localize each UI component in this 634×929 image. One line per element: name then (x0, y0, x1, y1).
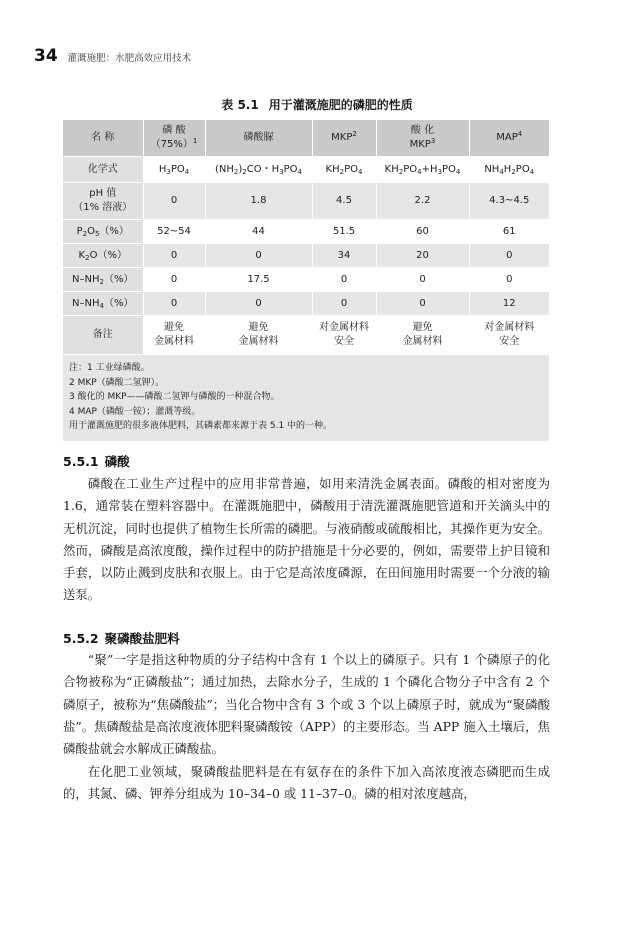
table-cell: 0 (143, 183, 205, 220)
phosphate-properties-table (63, 120, 549, 355)
table-cell: 0 (143, 268, 205, 292)
table-cell: 0 (376, 292, 469, 316)
header-phosphoric-acid (143, 120, 205, 157)
table-note: 注：1 工业绿磷酸。 (69, 363, 150, 373)
table-cell: 2.2 (376, 183, 469, 220)
table-cell: 12 (469, 292, 549, 316)
table-cell: 4.5 (312, 183, 376, 220)
footnote-ref-3: 3 (430, 137, 436, 145)
table-cell: 0 (469, 244, 549, 268)
table-cell: 0 (143, 244, 205, 268)
section-number: 5.5.2 (63, 631, 99, 646)
table-row-n-nh2 (63, 268, 549, 292)
table-row-k2o (63, 244, 549, 268)
table-row-p2o5 (63, 220, 549, 244)
table-header-row (63, 120, 549, 157)
header-urea-phosphate (205, 120, 312, 157)
header-acidified-mkp-label: MKP (409, 139, 431, 150)
row-label-n-nh4: $N-NH_4(\%)$ (63, 292, 143, 316)
body-paragraph: 在化肥工业领域，聚磷酸盐肥料是在有氨存在的条件下加入高浓度液态磷肥而生成的，其氮、磷、钾养分组成为 10–34–0 或 11–37–0。磷的相对浓度越高， (63, 764, 550, 802)
row-label-ph (63, 183, 143, 220)
footnote-ref-1: 1 (192, 137, 198, 145)
body-paragraph: “聚”一字是指这种物质的分子结构中含有 1 个以上的磷原子。只有 1 个磷原子的化合物被称为“正磷酸盐”；通过加热，去除水分子，生成的 1 个磷化合物分子中含有 2 个磷原子，被称为“焦磷酸盐”；当化合物中含有 3 个或 3 个以上磷原子时，就成为“聚磷酸盐”。焦磷酸盐是高浓度液体肥料聚磷酸铵（APP）的主要形态。当 APP 施入土壤后，焦磷酸盐就会水解成正磷酸盐。 (63, 652, 550, 757)
row-label-remarks: 备注 (63, 316, 143, 355)
section-number: 5.5.1 (63, 454, 99, 469)
header-mkp (312, 120, 376, 157)
section-heading-5-5-1 (63, 452, 130, 470)
footnote-ref-4: 4 (517, 130, 523, 138)
running-header (34, 46, 191, 66)
table-cell: 0 (469, 268, 549, 292)
table-cell: 0 (205, 244, 312, 268)
table-container (63, 120, 549, 441)
table-notes (63, 355, 549, 441)
row-label-ph-line2: （1% 溶液） (73, 202, 133, 213)
table-cell: 避免 金属材料 (143, 316, 205, 355)
table-cell: 0 (312, 268, 376, 292)
table-caption-title: 用于灌溉施肥的磷肥的性质 (268, 98, 413, 112)
formula-urea-phosphate: $(NH_2)_2CO$・$H_3PO_4$ (205, 157, 312, 183)
table-cell: 0 (143, 292, 205, 316)
header-map (469, 120, 549, 157)
table-cell: 51.5 (312, 220, 376, 244)
row-label-n-nh2: $N-NH_2(\%)$ (63, 268, 143, 292)
table-note: 4 MAP（磷酸一铵）；灌溉等级。 (69, 406, 201, 417)
header-map-label: MAP (496, 132, 518, 143)
section-title: 磷酸 (104, 454, 130, 469)
footnote-ref-2: 2 (352, 130, 357, 138)
table-caption (0, 96, 634, 113)
table-cell: 20 (376, 244, 469, 268)
table-cell: 避免 金属材料 (376, 316, 469, 355)
formula-mkp: $KH_2PO_4$ (312, 157, 376, 183)
body-paragraph: 磷酸在工业生产过程中的应用非常普遍，如用来清洗金属表面。磷酸的相对密度为 1.6，通常装在塑料容器中。在灌溉施肥中，磷酸用于清洗灌溉施肥管道和开关滴头中的无机沉淀，同时也提供了植物生长所需的磷肥。与液硝酸或硫酸相比，其操作更为安全。然而，磷酸是高浓度酸，操作过程中的防护措施是十分必要的，例如，需要带上护目镜和手套，以防止溅到皮肤和衣服上。由于它是高浓度磷源，在田间施用时需要一个分液的输送泵。 (63, 476, 550, 603)
header-name (63, 120, 143, 157)
section-heading-5-5-2 (63, 629, 180, 647)
header-urea-phosphate-label: 磷酸脲 (243, 132, 274, 143)
row-label-k2o: $K_2O(\%)$ (63, 244, 143, 268)
table-cell: 52~54 (143, 220, 205, 244)
table-note: 用于灌溉施肥的很多液体肥料，其磷素都来源于表 5.1 中的一种。 (69, 421, 333, 431)
running-title: 灌溉施肥：水肥高效应用技术 (67, 53, 192, 64)
header-acidified-mkp-line2 (379, 138, 467, 152)
table-cell: 60 (376, 220, 469, 244)
formula-phosphoric-acid: $H_3PO_4$ (143, 157, 205, 183)
header-phosphoric-acid-line1: 磷 酸 (162, 125, 186, 136)
table-cell: 避免 金属材料 (205, 316, 312, 355)
row-label-p2o5: $P_2O_5(\%)$ (63, 220, 143, 244)
table-row-remarks (63, 316, 549, 355)
table-cell: 44 (205, 220, 312, 244)
table-cell: 对金属材料 安全 (312, 316, 376, 355)
table-row-n-nh4 (63, 292, 549, 316)
table-cell: 0 (312, 292, 376, 316)
header-name-label: 名 称 (91, 132, 115, 143)
table-cell: 对金属材料 安全 (469, 316, 549, 355)
table-row-formula (63, 157, 549, 183)
table-note: 3 酸化的 MKP——磷酸二氢钾与磷酸的一种混合物。 (69, 392, 280, 402)
table-note: 2 MKP（磷酸二氢钾）。 (69, 377, 165, 388)
table-caption-number: 表 5.1 (221, 98, 259, 112)
header-acidified-mkp-line1: 酸 化 (410, 125, 435, 136)
header-mkp-label: MKP (331, 132, 353, 143)
row-label-ph-line1: pH 值 (89, 188, 117, 199)
page-number: 34 (34, 46, 58, 66)
formula-acidified-mkp: $KH_2PO_4+H_3PO_4$ (376, 157, 469, 183)
table-cell: 4.3~4.5 (469, 183, 549, 220)
section-title: 聚磷酸盐肥料 (104, 631, 180, 646)
table-cell: 0 (205, 292, 312, 316)
header-acidified-mkp (376, 120, 469, 157)
table-cell: 0 (376, 268, 469, 292)
row-label-formula: 化学式 (63, 157, 143, 183)
table-cell: 17.5 (205, 268, 312, 292)
table-cell: 1.8 (205, 183, 312, 220)
table-cell: 34 (312, 244, 376, 268)
header-phosphoric-acid-concentration: （75%） (150, 139, 193, 150)
header-phosphoric-acid-line2 (146, 138, 203, 152)
table-row-ph (63, 183, 549, 220)
table-cell: 61 (469, 220, 549, 244)
formula-map: $NH_4H_2PO_4$ (469, 157, 549, 183)
